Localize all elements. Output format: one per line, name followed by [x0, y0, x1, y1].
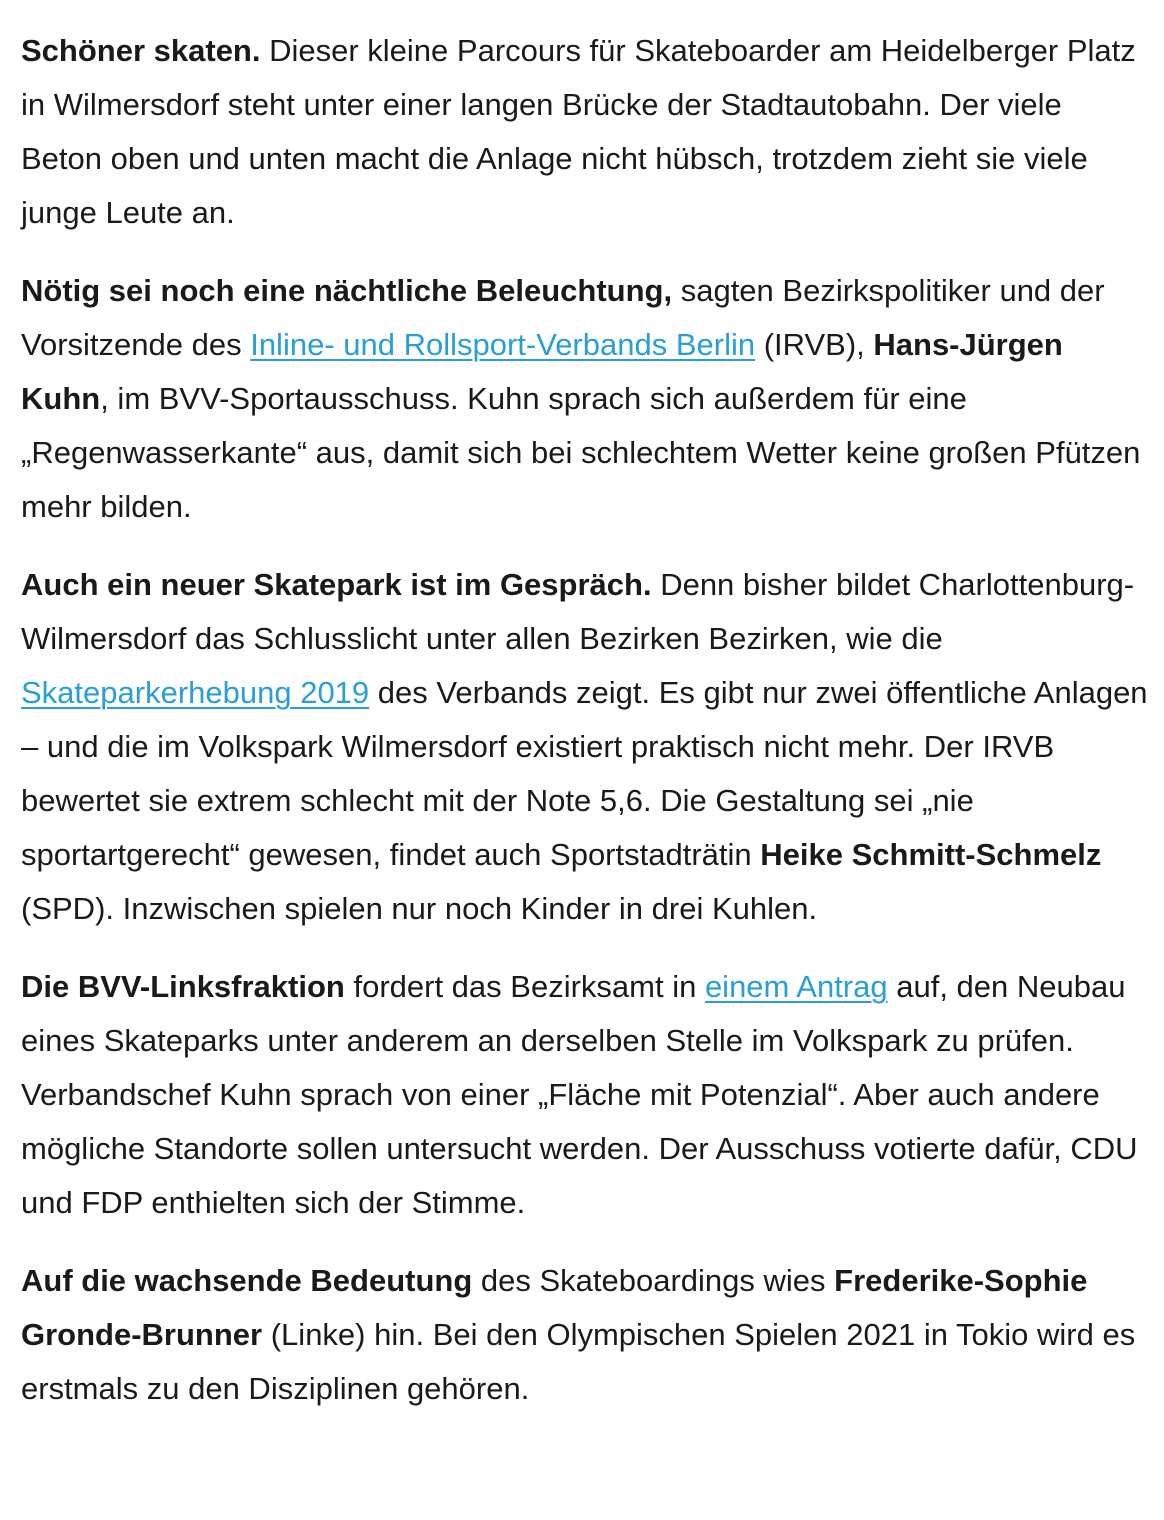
paragraph-lead: Die BVV-Linksfraktion	[21, 969, 345, 1004]
paragraph-text: (IRVB),	[755, 327, 874, 362]
link-skateparkerhebung[interactable]: Skateparkerhebung 2019	[21, 675, 370, 710]
paragraph-lead: Auch ein neuer Skatepark ist im Gespräch.	[21, 567, 652, 602]
paragraph-text: Denn bisher bildet Charlottenburg-Wilmersdorf das Schlusslicht unter allen Bezirken Bezirken, wie die	[21, 567, 1135, 656]
person-name-schmitt-schmelz: Heike Schmitt-Schmelz	[760, 837, 1102, 872]
paragraph-text: Dieser kleine Parcours für Skateboarder am Heidelberger Platz in Wilmersdorf steht unter einer langen Brücke der Stadtautobahn. Der viele Beton oben und unten macht die Anlage nicht hübsch, trotzdem zieht sie viele junge Leute an.	[21, 33, 1136, 230]
paragraph-lead: Nötig sei noch eine nächtliche Beleuchtung,	[21, 273, 673, 308]
paragraph-skatepark	[21, 558, 1148, 936]
paragraph-lead: Schöner skaten.	[21, 33, 261, 68]
paragraph-text: , im BVV-Sportausschuss. Kuhn sprach sich außerdem für eine „Regenwasserkante“ aus, damit sich bei schlechtem Wetter keine großen Pfützen mehr bilden.	[21, 381, 1141, 524]
paragraph-lead: Auf die wachsende Bedeutung	[21, 1263, 473, 1298]
paragraph-text: (SPD). Inzwischen spielen nur noch Kinder in drei Kuhlen.	[21, 891, 818, 926]
person-name-gronde-brunner: Frederike-Sophie Gronde-Brunner	[21, 1263, 1088, 1352]
paragraph-beleuchtung	[21, 264, 1148, 534]
paragraph-bedeutung	[21, 1254, 1148, 1416]
paragraph-schoener-skaten	[21, 24, 1148, 240]
person-name-kuhn: Hans-Jürgen Kuhn	[21, 327, 1063, 416]
paragraph-text: auf, den Neubau eines Skateparks unter anderem an derselben Stelle im Volkspark zu prüfen. Verbandschef Kuhn sprach von einer „Fläche mit Potenzial“. Aber auch andere mögliche Standorte sollen untersucht werden. Der Ausschuss votierte dafür, CDU und FDP enthielten sich der Stimme.	[21, 969, 1138, 1220]
paragraph-text: (Linke) hin. Bei den Olympischen Spielen 2021 in Tokio wird es erstmals zu den Disziplinen gehören.	[21, 1317, 1136, 1406]
paragraph-linksfraktion	[21, 960, 1148, 1230]
link-antrag[interactable]: einem Antrag	[704, 969, 888, 1004]
paragraph-text: des Skateboardings wies	[472, 1263, 835, 1298]
paragraph-text: fordert das Bezirksamt in	[344, 969, 705, 1004]
link-irvb[interactable]: Inline- und Rollsport-Verbands Berlin	[250, 327, 756, 362]
paragraph-text: des Verbands zeigt. Es gibt nur zwei öffentliche Anlagen – und die im Volkspark Wilmersdorf existiert praktisch nicht mehr. Der IRVB bewertet sie extrem schlecht mit der Note 5,6. Die Gestaltung sei „nie sportartgerecht“ gewesen, findet auch Sportstadträtin	[21, 675, 1148, 872]
paragraph-text: sagten Bezirkspolitiker und der Vorsitzende des	[21, 273, 1105, 362]
